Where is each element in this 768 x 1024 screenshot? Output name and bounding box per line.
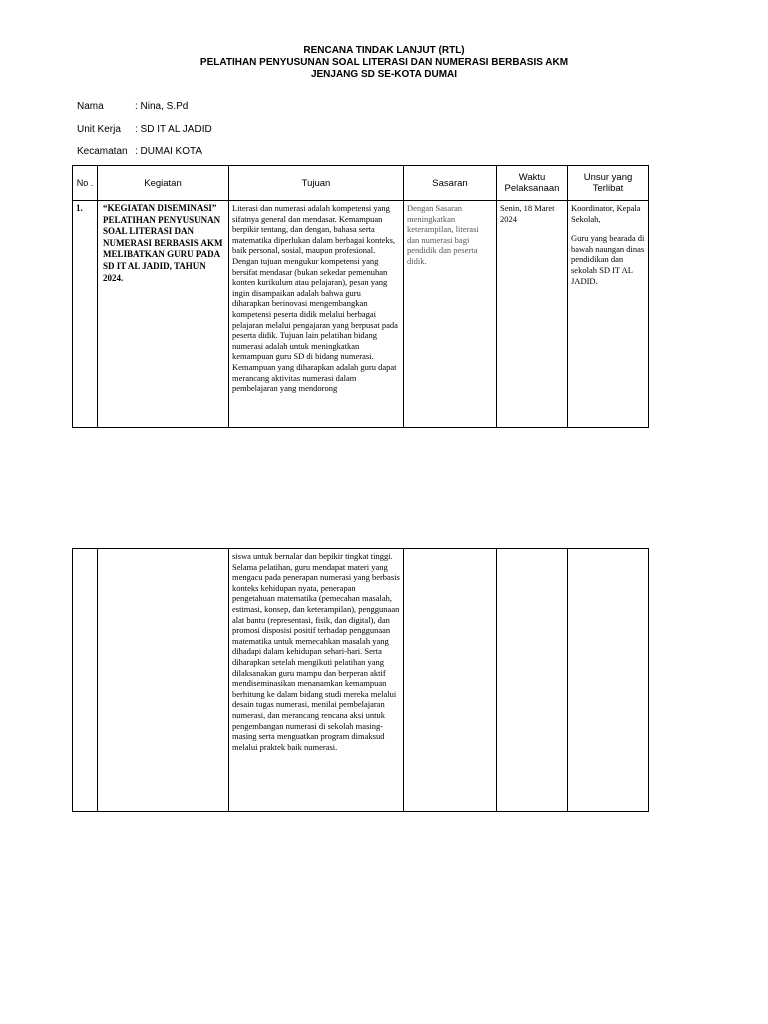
unsur-teachers: Guru yang bearada di bawah naungan dinas pendidikan dan sekolah SD IT AL JADID. — [571, 233, 645, 286]
identity-label-unit: Unit Kerja — [77, 124, 121, 135]
identity-value-nama: : Nina, S.Pd — [135, 101, 189, 112]
header-sasaran: Sasaran — [404, 166, 497, 201]
cell-waktu-cont — [497, 549, 568, 812]
cell-no: 1. — [73, 201, 98, 428]
identity-label-kecamatan: Kecamatan — [77, 146, 128, 157]
unsur-coordinators: Koordinator, Kepala Sekolah, — [571, 203, 641, 224]
table-row — [73, 201, 649, 428]
cell-tujuan-cont: siswa untuk bernalar dan bepikir tingkat tinggi. Selama pelatihan, guru mendapat materi yang mengacu pada penerapan numerasi yang berbasis konteks kehidupan nyata, penerapan pengetahuan matematika (pemecahan masalah, estimasi, konsep, dan keterampilan), penggunaan alat bantu (representasi, fisik, dan digital), dan promosi disposisi positif terhadap penggunaan matematika untuk memecahkan masalah yang dihadapi dalam kehidupan sehari-hari. Serta diharapkan setelah mengikuti pelatihan yang dilaksanakan guru mampu dan berperan aktif mendiseminasikan menanamkan kemampuan berhitung ke dalam bidang studi mereka melalui desain tugas numerasi, menilai pembelajaran numerasi, dan merancang rencana aksi untuk pengembangan numerasi di sekolah masing-masing serta menguatkan program dimaksud melalui praktek baik numerasi. — [229, 549, 404, 812]
cell-sasaran-cont — [404, 549, 497, 812]
identity-value-kecamatan: : DUMAI KOTA — [135, 146, 203, 157]
rtl-table — [72, 165, 649, 428]
document-title: RENCANA TINDAK LANJUT (RTL) — [303, 45, 465, 56]
cell-kegiatan: “KEGIATAN DISEMINASI” PELATIHAN PENYUSUNAN SOAL LITERASI DAN NUMERASI BERBASIS AKM MELIBATKAN GURU PADA SD IT AL JADID, TAHUN 2024. — [98, 201, 229, 428]
header-no: No . — [73, 166, 98, 201]
document-subtitle-level: JENJANG SD SE-KOTA DUMAI — [310, 69, 458, 80]
tujuan-text: Literasi dan numerasi adalah kompetensi yang sifatnya general dan mendasar. Kemampuan berpikir tentang, dan dengan, bahasa serta matematika diperlukan dalam berbagai konteks, baik personal, sosial, maupun profesional. Dengan tujuan mengukur kompetensi yang bersifat mendasar (bukan sekedar pemenuhan konten kurikulum atau pelajaran), pesan yang ingin disampaikan adalah bahwa guru diharapkan berinovasi mengembangkan kompetensi peserta didik melalui berbagai pelajaran melalui pengajaran yang berpusat pada peserta didik. Tujuan lain pelatihan bidang numerasi adalah untuk meningkatkan kemampuan guru SD di bidang numerasi. Kemampuan yang diharapkan adalah guru dapat merancang aktivitas numerasi dalam pembelajaran yang mendorong — [232, 203, 398, 394]
cell-waktu: Senin, 18 Maret 2024 — [497, 201, 568, 428]
cell-tujuan — [229, 201, 404, 428]
header-kegiatan: Kegiatan — [98, 166, 229, 201]
table-row — [73, 549, 649, 812]
rtl-table-continuation — [72, 548, 649, 812]
cell-unsur-cont — [568, 549, 649, 812]
header-waktu: Waktu Pelaksanaan — [497, 166, 568, 201]
cell-kegiatan-cont — [98, 549, 229, 812]
cell-sasaran: Dengan Sasaran meningkatkan keterampilan, literasi dan numerasi bagi pendidik dan peserta didik. — [404, 201, 497, 428]
identity-value-unit: : SD IT AL JADID — [135, 124, 212, 135]
document-subtitle: PELATIHAN PENYUSUNAN SOAL LITERASI DAN NUMERASI BERBASIS AKM — [199, 57, 569, 68]
cell-no-cont — [73, 549, 98, 812]
header-unsur: Unsur yang Terlibat — [568, 166, 649, 201]
header-tujuan: Tujuan — [229, 166, 404, 201]
cell-unsur — [568, 201, 649, 428]
identity-label-nama: Nama — [77, 101, 104, 112]
